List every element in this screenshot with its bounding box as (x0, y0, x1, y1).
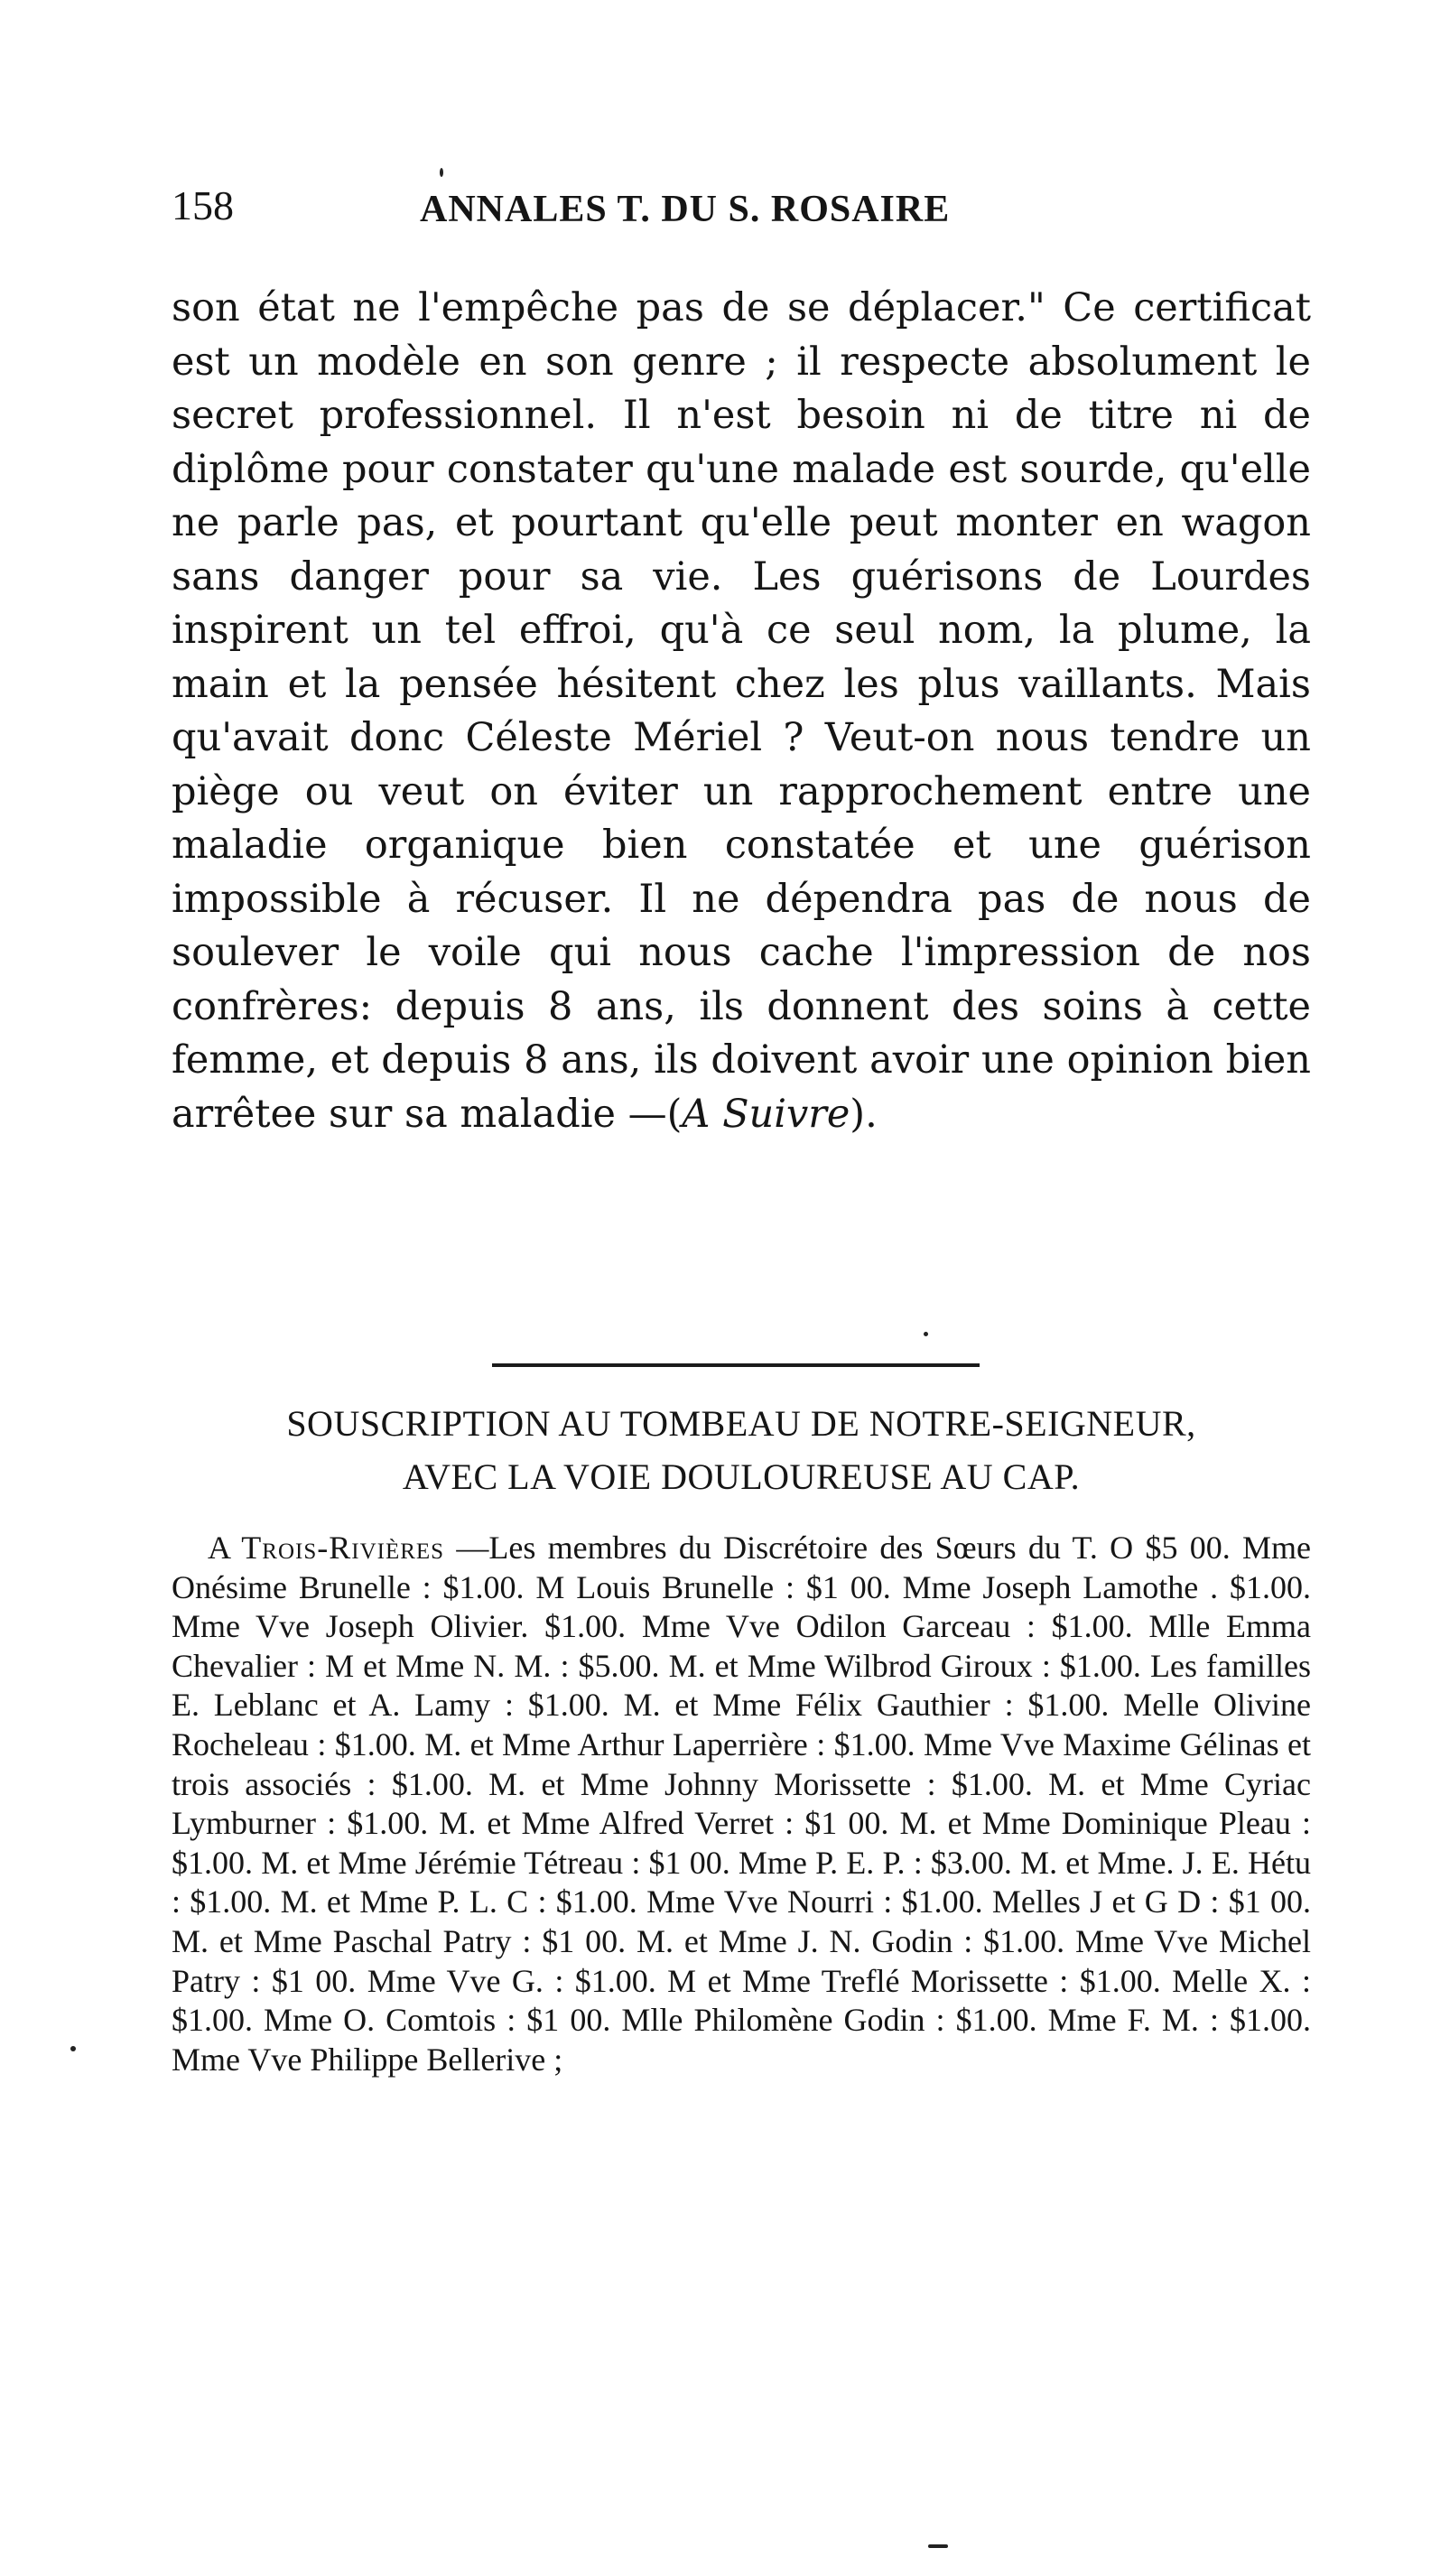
to-be-continued-label: A Suivre (682, 1091, 850, 1137)
running-title: ANNALES T. DU S. ROSAIRE (420, 189, 951, 230)
subscription-list (172, 1529, 1311, 2079)
print-speck (928, 2544, 948, 2548)
subscription-heading-line-2: AVEC LA VOIE DOULOUREUSE AU CAP. (402, 1456, 1081, 1497)
article-paragraph (172, 282, 1311, 1141)
article-closing: ). (850, 1091, 878, 1137)
page-number: 158 (172, 182, 234, 228)
subscription-heading (172, 1397, 1311, 1503)
subscription-heading-line-1: SOUSCRIPTION AU TOMBEAU DE NOTRE-SEIGNEUR, (286, 1403, 1196, 1444)
print-speck (70, 2046, 76, 2051)
print-speck (440, 168, 443, 177)
section-divider (492, 1363, 980, 1367)
subscription-text: —Les membres du Discrétoire des Sœurs du T. O $5 00. Mme Onésime Brunelle : $1.00. M Louis Brunelle : $1 00. Mme Joseph Lamothe . $1.00. Mme Vve Joseph Olivier. $1.00. Mme Vve Odilon Garceau : $1.00. Mlle Emma Chevalier : M et Mme N. M. : $5.00. M. et Mme Wilbrod Giroux : $1.00. Les familles E. Leblanc et A. Lamy : $1.00. M. et Mme Félix Gauthier : $1.00. Melle Olivine Rocheleau : $1.00. M. et Mme Arthur Laperrière : $1.00. Mme Vve Maxime Gélinas et trois associés : $1.00. M. et Mme Johnny Morissette : $1.00. M. et Mme Cyriac Lymburner : $1.00. M. et Mme Alfred Verret : $1 00. M. et Mme Dominique Pleau : $1.00. M. et Mme Jérémie Tétreau : $1 00. Mme P. E. P. : $3.00. M. et Mme. J. E. Hétu : $1.00. M. et Mme P. L. C : $1.00. Mme Vve Nourri : $1.00. Melles J et G D : $1 00. M. et Mme Paschal Patry : $1 00. M. et Mme J. N. Godin : $1.00. Mme Vve Michel Patry : $1 00. Mme Vve G. : $1.00. M et Mme Treflé Morissette : $1.00. Melle X. : $1.00. Mme O. Comtois : $1 00. Mlle Philomène Godin : $1.00. Mme F. M. : $1.00. Mme Vve Philippe Bellerive ; (172, 1530, 1311, 2078)
subscription-place: Trois-Rivières (241, 1530, 445, 1566)
subscription-place-prefix: A (208, 1530, 242, 1566)
print-speck (924, 1332, 928, 1336)
page-header (172, 181, 1074, 235)
article-text: son état ne l'empêche pas de se déplacer." Ce certificat est un modèle en son genre ; il respecte absolument le secret professionnel. Il n'est besoin ni de titre ni de diplôme pour constater qu'une malade est sourde, qu'elle ne parle pas, et pourtant qu'elle peut monter en wagon sans danger pour sa vie. Les guérisons de Lourdes inspirent un tel effroi, qu'à ce seul nom, la plume, la main et la pensée hésitent chez les plus vaillants. Mais qu'avait donc Céleste Mériel ? Veut-on nous tendre un piège ou veut on éviter un rapprochement entre une maladie organique bien constatée et une guérison impossible à récuser. Il ne dépendra pas de nous de soulever le voile qui nous cache l'impression de nos confrères: depuis 8 ans, ils donnent des soins à cette femme, et depuis 8 ans, ils doivent avoir une opinion bien arrêtee sur sa maladie —( (172, 285, 1311, 1137)
